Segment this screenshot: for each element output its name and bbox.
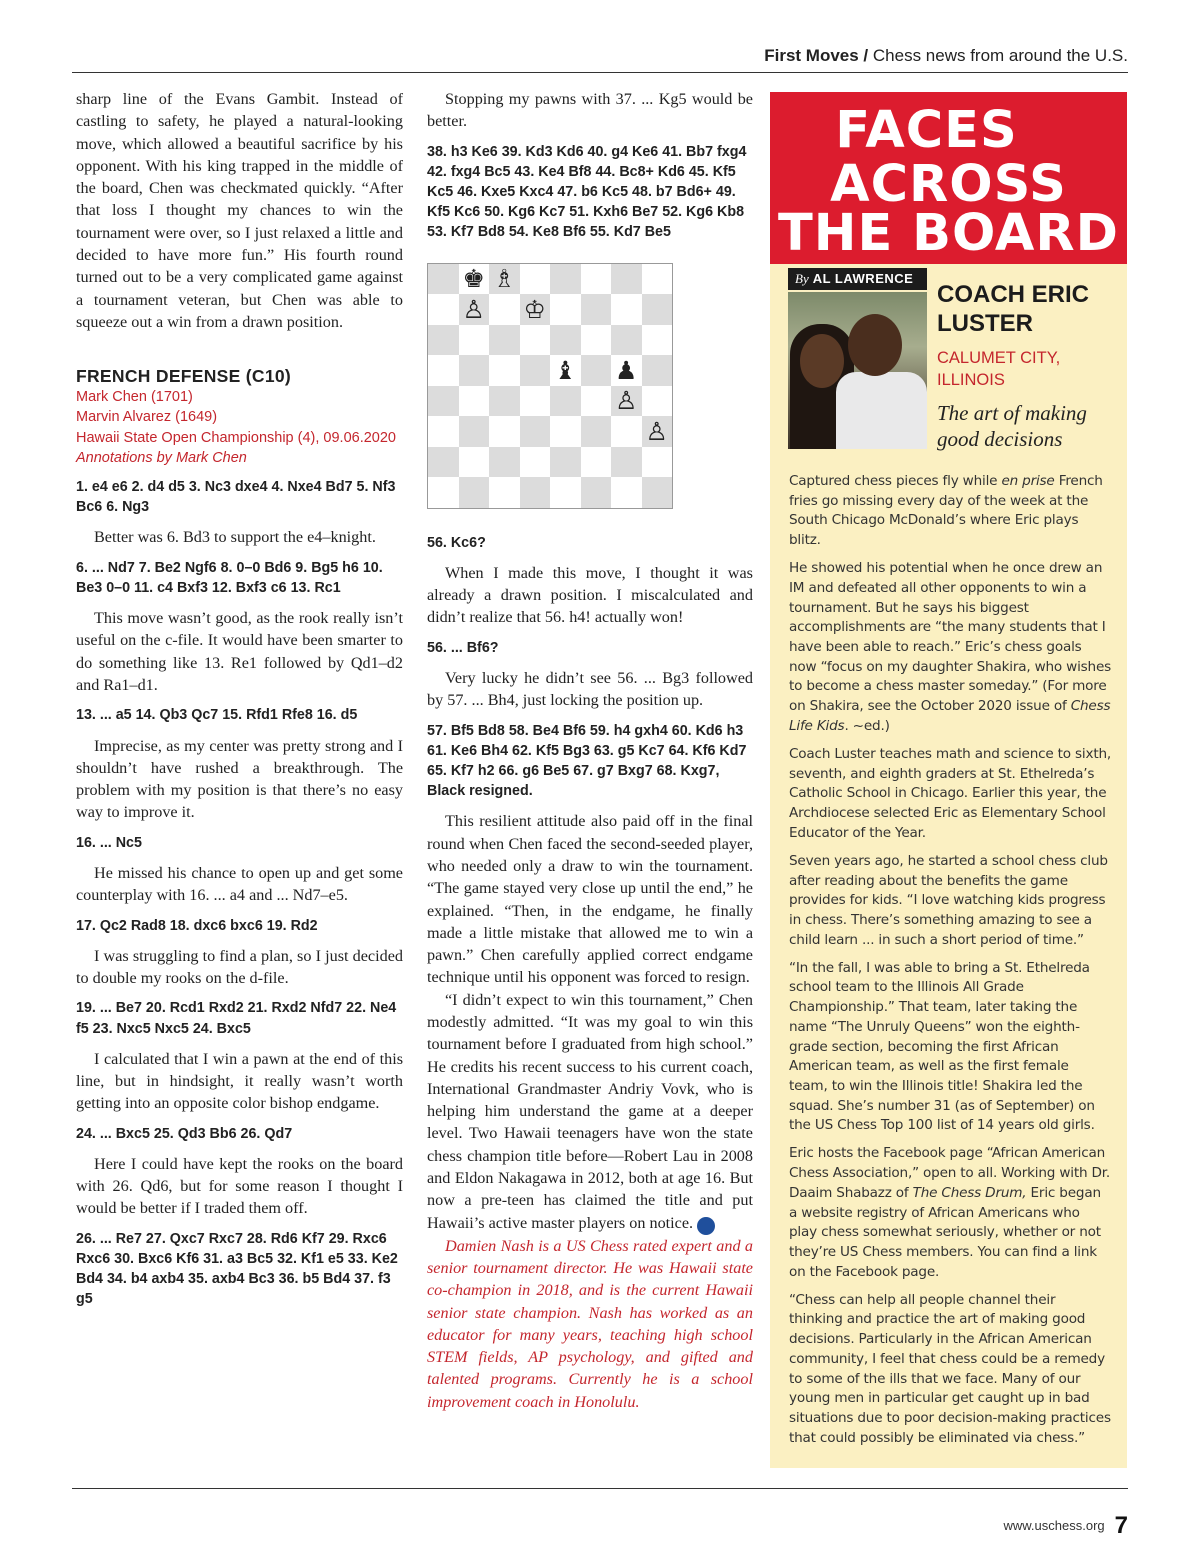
coach-photo xyxy=(788,292,927,449)
board-square xyxy=(550,325,581,356)
paragraph: This move wasn’t good, as the rook really isn’t useful on the c-file. It would have been smarter to do something like 13. Re1 followed by Qd1–d2 and Ra1–d1. xyxy=(76,609,403,695)
article-column-1 xyxy=(76,88,403,1319)
sidebar-paragraph: He showed his potential when he once drew an IM and defeated all other opponents to win a tournament. But he says his biggest accomplishments are “the many students that I have been able to reach.” Eric’s chess goals now “focus on my daughter Shakira, who wishes to become a chess master someday.” (For more on Shakira, see the October 2020 issue of Chess Life Kids. ~ed.) xyxy=(789,560,1112,734)
sidebar-paragraph: Eric hosts the Facebook page “African American Chess Association,” open to all. Working with Dr. Daaim Shabazz of The Chess Drum, Eric began a website registry of African Americans who play chess somewhat seriously, whether or not they’re US Chess members. You can find a link on the Facebook page. xyxy=(789,1145,1111,1280)
board-square xyxy=(428,416,459,447)
move-sequence: 38. h3 Ke6 39. Kd3 Kd6 40. g4 Ke6 41. Bb7 fxg4 42. fxg4 Bc5 43. Ke4 Bf8 44. Bc8+ Kd6 45. Kf5 Kc5 46. Kxe5 Kxc4 47. b6 Kc5 48. b7 Bd6+ 49. Kf5 Kc6 50. Kg6 Kc7 51. Kxh6 Be7 52. Kg6 Kb8 53. Kf7 Bd8 54. Ke8 Bf6 55. Kd7 Be5 xyxy=(427,143,747,241)
board-square xyxy=(459,477,490,508)
page-footer xyxy=(1003,1512,1128,1540)
board-square xyxy=(642,355,673,386)
board-square xyxy=(489,264,520,295)
paragraph: I was struggling to find a plan, so I just decided to double my rooks on the d-file. xyxy=(76,946,403,988)
paragraph: Stopping my pawns with 37. ... Kg5 would be better. xyxy=(427,90,753,131)
board-square xyxy=(428,477,459,508)
board-square xyxy=(550,416,581,447)
footer-rule xyxy=(72,1488,1128,1489)
chess-piece: ♝ xyxy=(554,355,577,385)
move-sequence: 57. Bf5 Bd8 58. Be4 Bf6 59. h4 gxh4 60. Kd6 h3 61. Ke6 Bh4 62. Kf5 Bg3 63. g5 Kc7 64. Kf6 Kd7 65. Kf7 h2 66. g6 Be5 67. g7 Bxg7 68. Kxg7, Black resigned. xyxy=(427,722,747,800)
sidebar-paragraph: Captured chess pieces fly while en prise French fries go missing every day of the week at the South Chicago McDonald’s where Eric plays blitz. xyxy=(789,473,1103,549)
section-name: First Moves / xyxy=(764,46,869,65)
board-square xyxy=(520,416,551,447)
board-square xyxy=(459,294,490,325)
game-annotator: Annotations by Mark Chen xyxy=(76,449,247,466)
sidebar-paragraph: “In the fall, I was able to bring a St. Ethelreda school team to the Illinois All Grade Championship.” That team, later taking the name “The Unruly Queens” won the eighth-grade section, becoming the first African American team, as well as the first female team, to win the Illinois title! Shakira led the squad. She’s number 31 (as of September) on the US Chess Top 100 list of 14 years old girls. xyxy=(789,959,1095,1134)
board-square xyxy=(581,386,612,417)
paragraph: Very lucky he didn’t see 56. ... Bg3 followed by 57. ... Bh4, just locking the position up. xyxy=(427,668,753,710)
game-white-player: Mark Chen (1701) xyxy=(76,389,193,406)
board-square xyxy=(520,477,551,508)
board-square xyxy=(642,294,673,325)
sidebar-body xyxy=(789,472,1111,1457)
move-sequence: 56. ... Bf6? xyxy=(427,639,499,656)
board-square xyxy=(428,294,459,325)
paragraph: I calculated that I win a pawn at the end of this line, but in hindsight, it really wasn’t worth getting into an opposite color bishop endgame. xyxy=(76,1049,403,1113)
paragraph: He missed his chance to open up and get some counterplay with 16. ... a4 and ... Nd7–e5. xyxy=(76,863,403,905)
game-title: FRENCH DEFENSE (C10) xyxy=(76,366,292,387)
board-square xyxy=(611,294,642,325)
board-square xyxy=(550,264,581,295)
board-square xyxy=(550,386,581,417)
board-square xyxy=(611,355,642,386)
board-square xyxy=(581,416,612,447)
game-event: Hawaii State Open Championship (4), 09.06.2020 xyxy=(76,429,396,446)
board-square xyxy=(581,447,612,478)
board-square xyxy=(459,416,490,447)
paragraph: When I made this move, I thought it was already a drawn position. I miscalculated and didn’t realize that 56. h4! actually won! xyxy=(427,563,753,627)
article-column-2 xyxy=(427,88,753,1413)
board-square xyxy=(581,355,612,386)
game-black-player: Marvin Alvarez (1649) xyxy=(76,409,218,426)
paragraph: Here I could have kept the rooks on the board with 26. Qd6, but for some reason I thought I would be better if I traded them off. xyxy=(76,1154,403,1218)
board-square xyxy=(520,355,551,386)
byline xyxy=(788,268,927,290)
board-square xyxy=(459,325,490,356)
move-sequence: 1. e4 e6 2. d4 d5 3. Nc3 dxe4 4. Nxe4 Bd7 5. Nf3 Bc6 6. Ng3 xyxy=(76,479,396,516)
chess-piece: ♟ xyxy=(615,355,638,385)
board-square xyxy=(642,416,673,447)
board-square xyxy=(489,325,520,356)
banner-line-1: FACES xyxy=(835,101,1018,160)
board-square xyxy=(459,447,490,478)
board-square xyxy=(611,416,642,447)
byline-author: AL LAWRENCE xyxy=(812,271,914,286)
move-sequence: 26. ... Re7 27. Qxc7 Rxc7 28. Rd6 Kf7 29. Rxc6 Rxc6 30. Bxc6 Kf6 31. a3 Bc5 32. Kf1 e5 33. Ke2 Bd4 34. b4 axb4 35. axb4 Bc3 36. b5 Bd4 37. f3 g5 xyxy=(76,1230,398,1308)
paragraph: This resilient attitude also paid off in the final round when Chen faced the second-seeded player, who needed only a draw to win the tournament. “The game stayed very close up until the end,” he explained. “Then, in the endgame, he finally made a little mistake that allowed me to win a pawn.” Chen carefully applied correct endgame technique until his opponent was forced to resign. xyxy=(427,812,753,987)
board-square xyxy=(489,447,520,478)
move-sequence: 19. ... Be7 20. Rcd1 Rxd2 21. Rxd2 Nfd7 22. Ne4 f5 23. Nxc5 Nxc5 24. Bxc5 xyxy=(76,1000,397,1037)
board-square xyxy=(428,325,459,356)
board-square xyxy=(642,477,673,508)
paragraph xyxy=(427,989,753,1235)
board-square xyxy=(581,477,612,508)
board-square xyxy=(489,416,520,447)
board-square xyxy=(611,325,642,356)
board-square xyxy=(611,447,642,478)
profile-location: CALUMET CITY, ILLINOIS xyxy=(937,349,1061,389)
board-square xyxy=(611,264,642,295)
board-square xyxy=(581,325,612,356)
board-square xyxy=(642,325,673,356)
byline-by: By xyxy=(795,271,809,286)
board-square xyxy=(550,294,581,325)
board-square xyxy=(489,477,520,508)
chess-piece: ♙ xyxy=(645,416,668,446)
board-square xyxy=(520,294,551,325)
board-square xyxy=(642,264,673,295)
board-square xyxy=(581,264,612,295)
board-square xyxy=(459,386,490,417)
page-number: 7 xyxy=(1114,1512,1128,1539)
chess-piece: ♔ xyxy=(523,294,546,324)
move-sequence: 6. ... Nd7 7. Be2 Ngf6 8. 0–0 Bd6 9. Bg5 h6 10. Be3 0–0 11. c4 Bxf3 12. Bxf3 c6 13. Rc1 xyxy=(76,559,383,596)
section-subtitle: Chess news from around the U.S. xyxy=(868,46,1128,65)
board-square xyxy=(428,355,459,386)
author-bio: Damien Nash is a US Chess rated expert and a senior tournament director. He was Hawaii state co-champion in 2018, and is the current Hawaii senior state champion. Nash has worked as an educator for many years, teaching high school STEM fields, AP psychology, and gifted and talented programs. Currently he is a school improvement coach in Honolulu. xyxy=(427,1236,753,1411)
paragraph: Better was 6. Bd3 to support the e4–knight. xyxy=(94,528,376,547)
board-square xyxy=(642,386,673,417)
chess-diagram xyxy=(427,263,673,509)
sidebar-paragraph: Coach Luster teaches math and science to sixth, seventh, and eighth graders at St. Ethelreda’s Catholic School in Chicago. Earlier this year, the Archdiocese selected Eric as Elementary School Educator of the Year. xyxy=(789,745,1112,841)
board-square xyxy=(520,325,551,356)
board-square xyxy=(642,447,673,478)
board-square xyxy=(581,294,612,325)
board-square xyxy=(489,294,520,325)
chess-piece: ♚ xyxy=(462,264,485,294)
move-sequence: 24. ... Bxc5 25. Qd3 Bb6 26. Qd7 xyxy=(76,1125,293,1142)
board-square xyxy=(520,447,551,478)
profile-name: COACH ERIC LUSTER xyxy=(937,281,1090,337)
board-square xyxy=(611,386,642,417)
running-header xyxy=(72,44,1128,73)
board-square xyxy=(428,264,459,295)
board-square xyxy=(489,355,520,386)
chess-piece: ♙ xyxy=(615,386,638,416)
board-square xyxy=(520,386,551,417)
move-sequence: 56. Kc6? xyxy=(427,534,486,551)
board-square xyxy=(611,477,642,508)
chess-piece: ♗ xyxy=(493,264,516,294)
board-square xyxy=(489,386,520,417)
board-square xyxy=(550,355,581,386)
move-sequence: 17. Qc2 Rad8 18. dxc6 bxc6 19. Rd2 xyxy=(76,917,318,934)
board-square xyxy=(428,447,459,478)
paragraph: Imprecise, as my center was pretty strong and I shouldn’t have rushed a breakthrough. The problem with my position is that there’s no easy way to improve it. xyxy=(76,736,403,822)
board-square xyxy=(550,447,581,478)
end-of-article-icon: i xyxy=(697,1217,715,1235)
profile-tagline: The art of making good decisions xyxy=(937,401,1087,451)
board-square xyxy=(459,355,490,386)
move-sequence: 13. ... a5 14. Qb3 Qc7 15. Rfd1 Rfe8 16. d5 xyxy=(76,707,358,724)
sidebar-banner xyxy=(770,92,1127,264)
banner-line-2: ACROSS xyxy=(830,155,1067,214)
board-square xyxy=(550,477,581,508)
board-square xyxy=(520,264,551,295)
faces-sidebar xyxy=(770,92,1127,1468)
footer-url[interactable]: www.uschess.org xyxy=(1003,1518,1105,1533)
chess-piece: ♙ xyxy=(462,294,485,324)
board-square xyxy=(459,264,490,295)
sidebar-paragraph: Seven years ago, he started a school chess club after reading about the benefits the game provides for kids. “I love watching kids progress in chess. There’s something amazing to see a child learn ... in such a short period of time.” xyxy=(789,852,1108,948)
paragraph-text: “I didn’t expect to win this tournament,” Chen modestly admitted. “It was my goal to win this tournament before I graduated from high school.” He credits his recent success to his current coach, International Grandmaster Andriy Vovk, who is helping him understand the game at a deeper level. Two Hawaii teenagers have won the state chess champion title before—Robert Lau in 2008 and Eldon Nakagawa in 2012, both at age 16. But now a pre-teen has claimed the title and put Hawaii’s active master players on notice. xyxy=(427,990,753,1232)
sidebar-paragraph: “Chess can help all people channel their thinking and practice the art of making good decisions. Particularly in the African American community, I feel that chess could be a remedy to some of the ills that we face. Many of our young men in particular get caught up in bad situations due to poor decision-making practices that could possibly be eliminated via chess.” xyxy=(789,1291,1111,1446)
paragraph: sharp line of the Evans Gambit. Instead of castling to safety, he played a natural-looking move, which allowed a beautiful sacrifice by his opponent. With his king trapped in the middle of the board, Chen was checkmated quickly. “After that loss I thought my chances to win the tournament were over, so I just relaxed a little and decided to have more fun.” His fourth round turned out to be a very complicated game against a tournament veteran, but Chen was able to squeeze out a win from a drawn position. xyxy=(76,90,403,331)
board-square xyxy=(428,386,459,417)
move-sequence: 16. ... Nc5 xyxy=(76,834,142,851)
banner-line-3: THE BOARD xyxy=(778,204,1119,263)
